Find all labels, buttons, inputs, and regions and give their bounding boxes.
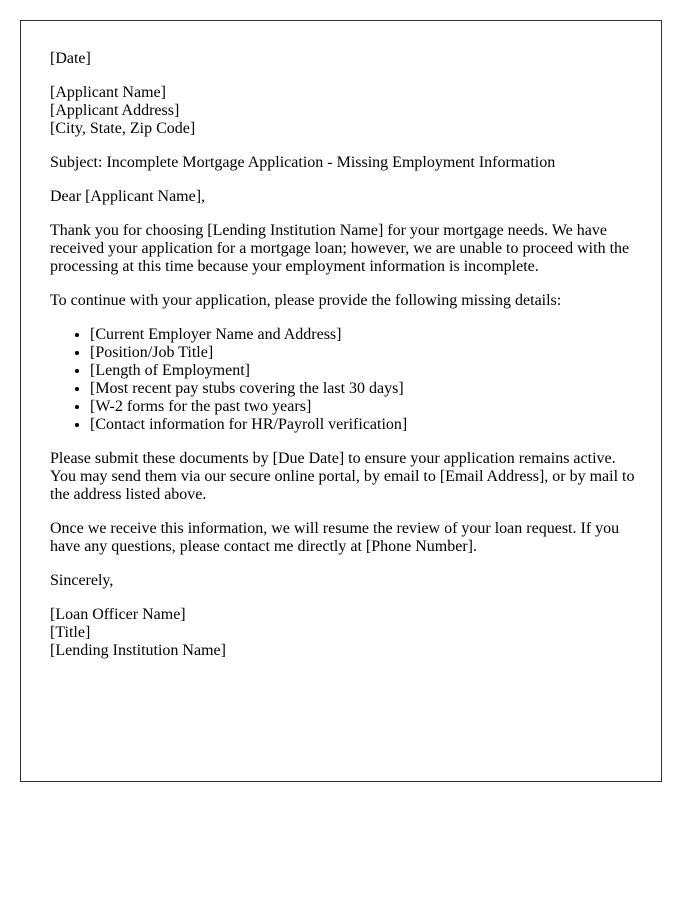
list-item: • [Current Employer Name and Address] (90, 326, 640, 344)
request-paragraph: To continue with your application, please provide the following missing details: (50, 292, 562, 309)
letter-subject: Subject: Incomplete Mortgage Application - Missing Employment Information (50, 154, 556, 171)
signature-institution: [Lending Institution Name] (50, 642, 226, 659)
letter-body (50, 50, 640, 676)
letter-salutation: Dear [Applicant Name], (50, 188, 206, 205)
letter-date: [Date] (50, 50, 91, 67)
list-item: • [Most recent pay stubs covering the last 30 days] (90, 380, 640, 398)
list-item: • [Length of Employment] (90, 362, 640, 380)
recipient-address: [Applicant Address] (50, 102, 180, 119)
recipient-block (50, 84, 640, 138)
missing-items-list (50, 326, 640, 434)
list-item: • [Contact information for HR/Payroll verification] (90, 416, 640, 434)
letter-page (20, 20, 662, 782)
recipient-name: [Applicant Name] (50, 84, 166, 101)
submission-paragraph: Please submit these documents by [Due Date] to ensure your application remains active. You may send them via our secure online portal, by email to [Email Address], or by mail to the address listed above. (50, 450, 635, 503)
intro-paragraph: Thank you for choosing [Lending Institution Name] for your mortgage needs. We have received your application for a mortgage loan; however, we are unable to proceed with the processing at this time because your employment information is incomplete. (50, 222, 630, 275)
recipient-city-state-zip: [City, State, Zip Code] (50, 120, 196, 137)
contact-paragraph: Once we receive this information, we will resume the review of your loan request. If you have any questions, please contact me directly at [Phone Number]. (50, 520, 620, 555)
sign-off: Sincerely, (50, 572, 114, 589)
signature-title: [Title] (50, 624, 91, 641)
signature-block (50, 606, 640, 660)
list-item: • [Position/Job Title] (90, 344, 640, 362)
signature-name: [Loan Officer Name] (50, 606, 186, 623)
list-item: • [W-2 forms for the past two years] (90, 398, 640, 416)
